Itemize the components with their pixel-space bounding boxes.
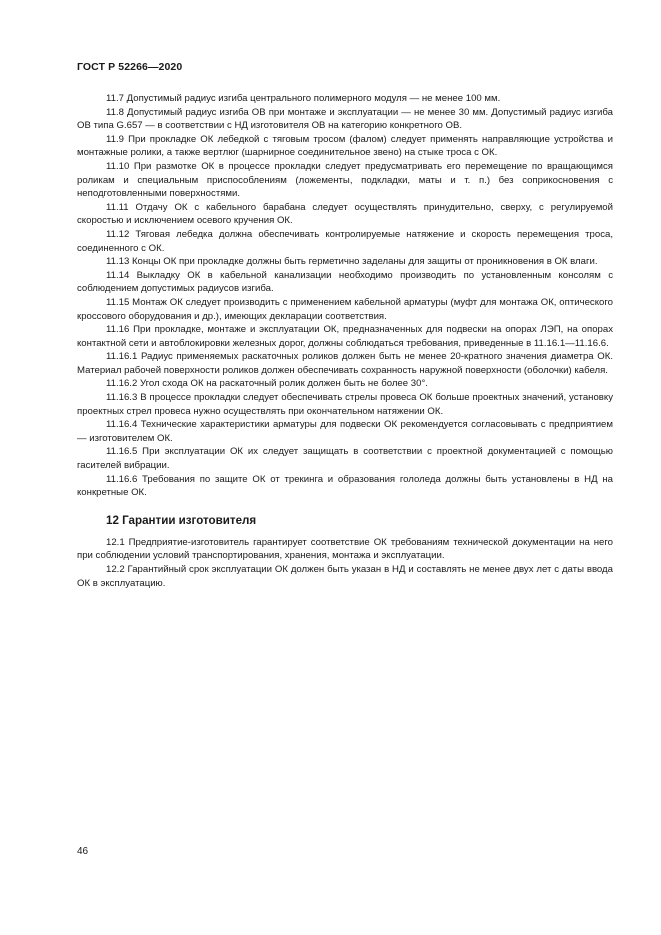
paragraph-11-14: 11.14 Выкладку ОК в кабельной канализации необходимо производить по установленным консолям с соблюдением допустимых радиусов изгиба.	[77, 269, 613, 295]
paragraph-11-12: 11.12 Тяговая лебедка должна обеспечивать контролируемые натяжение и скорость перемещения троса, соединенного с ОК.	[77, 228, 613, 254]
paragraph-11-15: 11.15 Монтаж ОК следует производить с применением кабельной арматуры (муфт для монтажа ОК, оптического кроссового оборудования и др.), имеющих декларации соответствия.	[77, 296, 613, 322]
section-12-heading: 12 Гарантии изготовителя	[106, 513, 257, 527]
paragraph-12-1: 12.1 Предприятие-изготовитель гарантирует соответствие ОК требованиям технической документации на него при соблюдении условий транспортирования, хранения, монтажа и эксплуатации.	[77, 536, 613, 562]
paragraph-11-13: 11.13 Концы ОК при прокладке должны быть герметично заделаны для защиты от проникновения в ОК влаги.	[106, 256, 598, 268]
paragraph-11-7: 11.7 Допустимый радиус изгиба центрального полимерного модуля — не менее 100 мм.	[106, 93, 501, 104]
paragraph-11-9: 11.9 При прокладке ОК лебедкой с тяговым тросом (фалом) следует применять направляющие устройства и монтажные ролики, а также вертлюг (шарнирное соединительное звено) на стыке троса с ОК.	[77, 133, 613, 159]
paragraph-11-8: 11.8 Допустимый радиус изгиба ОВ при монтаже и эксплуатации — не менее 30 мм. Допустимый радиус изгиба ОВ типа G.657 — в соответствии с НД изготовителя ОВ на категорию конкретного ОВ.	[77, 106, 613, 132]
page-body	[77, 92, 613, 590]
paragraph-11-10: 11.10 При размотке ОК в процессе прокладки следует предусматривать его перемещение по вращающимся роликам и специальным приспособлениям (ложементы, подкладки, маты и т. п.) без соприкосновения с неподготовленными поверхностями.	[77, 160, 613, 200]
paragraph-11-16-2: 11.16.2 Угол схода ОК на раскаточный ролик должен быть не более 30°.	[106, 378, 428, 390]
paragraph-11-16-4: 11.16.4 Технические характеристики арматуры для подвески ОК рекомендуется согласовывать с предприятием — изготовителем ОК.	[77, 419, 613, 444]
paragraph-11-16-3: 11.16.3 В процессе прокладки следует обеспечивать стрелы провеса ОК больше проектных значений, установку проектных стрел провеса нужно осуществлять при окончательном натяжении ОК.	[77, 392, 613, 417]
document-header-code: ГОСТ Р 52266—2020	[77, 61, 183, 73]
paragraph-11-16-6: 11.16.6 Требования по защите ОК от трекинга и образования гололеда должны быть установлены в НД на конкретные ОК.	[77, 473, 613, 499]
paragraph-12-2: 12.2 Гарантийный срок эксплуатации ОК должен быть указан в НД и составлять не менее двух лет с даты ввода ОК в эксплуатацию.	[77, 564, 613, 589]
paragraph-11-16-5: 11.16.5 При эксплуатации ОК их следует защищать в соответствии с проектной документацией с помощью гасителей вибрации.	[77, 446, 613, 472]
paragraph-11-16: 11.16 При прокладке, монтаже и эксплуатации ОК, предназначенных для подвески на опорах ЛЭП, на опорах контактной сети и автоблокировки железных дорог, должны соблюдаться требования, приведенные в 11.16.1—11.16.6.	[77, 324, 613, 349]
paragraph-11-16-1: 11.16.1 Радиус применяемых раскаточных роликов должен быть не менее 20-кратного значения диаметра ОК. Материал рабочей поверхности роликов должен обеспечивать сохранность наружной поверхности (оболочки) кабеля.	[77, 351, 613, 376]
paragraph-11-11: 11.11 Отдачу ОК с кабельного барабана следует осуществлять принудительно, сверху, с регулируемой скоростью и исключением осевого кручения ОК.	[77, 201, 613, 227]
page-number: 46	[77, 846, 89, 857]
